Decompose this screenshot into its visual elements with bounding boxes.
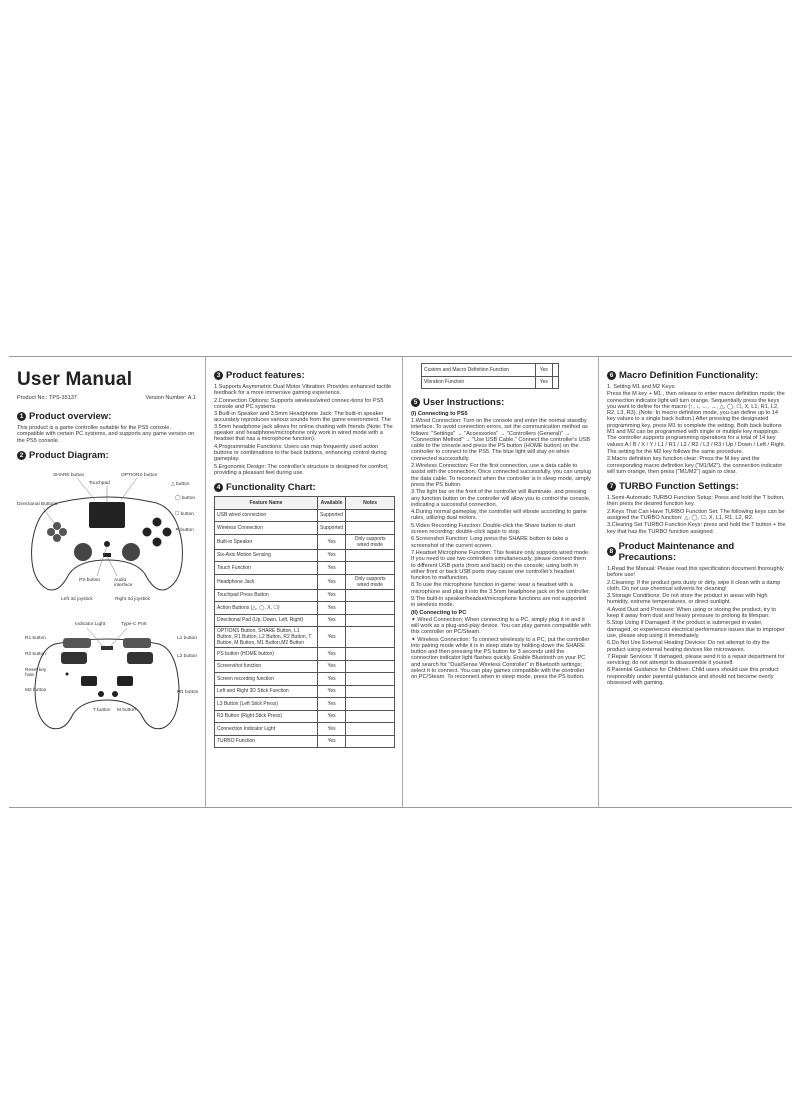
feature-name-cell: TURBO Function bbox=[215, 735, 318, 748]
label-r2: R2 button bbox=[25, 651, 46, 657]
product-number: Product No.: TPS-35137 bbox=[17, 395, 77, 401]
table-row bbox=[215, 522, 395, 535]
label-triangle: △ button bbox=[171, 481, 190, 487]
table-row bbox=[215, 698, 395, 711]
table-row bbox=[215, 710, 395, 723]
label-left-stick: Left 3d joystick bbox=[61, 596, 93, 602]
feature-name-cell: Directional Pad (Up, Down, Left, Right) bbox=[215, 614, 318, 627]
instruction-item: 9.The built-in speaker/headset/microphone functions are not supported in wireless mode. bbox=[411, 596, 587, 609]
available-cell: Supported bbox=[318, 522, 346, 535]
notes-cell: Only supports wired mode bbox=[346, 534, 395, 549]
feature-name-cell: Six-Axis Motion Sensing bbox=[215, 549, 318, 562]
available-cell: Yes bbox=[318, 698, 346, 711]
macro-item: 2.Macro definition key function clear: Press the M key and the corresponding macro definition key ("M1/M2"), the connection indicator will turn orange, then press ("M1/M2") again to clear. bbox=[607, 456, 783, 475]
label-m: M button bbox=[117, 707, 136, 713]
notes-cell bbox=[552, 376, 558, 389]
available-cell: Yes bbox=[318, 673, 346, 686]
available-cell: Supported bbox=[318, 509, 346, 522]
instruction-item: 5.Video Recording Function: Double-click the Share button to start screen recording; double-click again to stop. bbox=[411, 522, 576, 536]
notes-cell bbox=[346, 522, 395, 535]
notes-cell: Only supports wired mode bbox=[346, 574, 395, 589]
label-directional: Directional Buttons bbox=[17, 501, 58, 507]
column-overview bbox=[9, 357, 204, 807]
column-header: Notes bbox=[346, 497, 395, 510]
macro-item: Press the M key + M1 , then release to enter macro definition mode; the connection indicator light will turn orange. Sequentially press the keys you want to define for the macro (↑, ↓, ←, →, △, ◯, ☐, X, L1, R1, L2, R2, L3, R3). (Note: In macro definition mode, you can define up to 14 key values to a single back button.) After pressing the designated programming key, press M1 to complete the setting. Both back buttons M1 and M2 can be programmed with single or multiple key mappings. The controller supports programming operations for a total of 14 key values:A / B / X / Y / L1 / R1 / L2 / R2 / L3 / R3 / Up / Down / Left / Right. bbox=[607, 391, 786, 448]
available-cell: Yes bbox=[318, 589, 346, 602]
maintenance-item: 1.Read the Manual: Please read this specification document thoroughly before use! bbox=[607, 565, 784, 579]
instruction-item: 1.Wired Connection: Turn on the console and enter the normal standby interface. To avoid connection errors, set the communication method as follows: "Settings" → "Accessories" → "Controllers (General)" → "Connection Method" → "Use USB Cable." Connect the controller's USB cable to the console and press the PS button (HOME button) on the controller to connect to the PS5. The blue light will stay on when connected successfully. bbox=[411, 418, 591, 462]
section-number: 5 bbox=[411, 398, 420, 407]
features-heading bbox=[214, 370, 395, 381]
feature-name-cell: OPTIONS Button, SHARE Button, L1 Button, R1 Button, L2 Button, R2 Button, T Button, M Button, M1 Button,M2 Button bbox=[215, 627, 318, 648]
maintenance-item: 5.Stop Using if Damaged: If the product is submerged in water, damaged, or experiences electrical performance issues due to improper use, please stop using it immediately. bbox=[607, 620, 785, 639]
table-row bbox=[215, 602, 395, 615]
table-row bbox=[215, 562, 395, 575]
diagram-heading bbox=[17, 450, 196, 461]
macro-list bbox=[607, 384, 786, 475]
label-circle: ◯ button bbox=[175, 495, 196, 501]
controller-front-drawing bbox=[17, 464, 197, 614]
ps5-subheading: (I) Connecting to PS5 bbox=[411, 411, 468, 417]
section-number: 3 bbox=[214, 371, 223, 380]
label-l2: L2 button bbox=[177, 653, 198, 659]
features-heading-text: Product features: bbox=[226, 370, 305, 381]
feature-name-cell: PS button (HOME button) bbox=[215, 648, 318, 661]
available-cell: Yes bbox=[318, 614, 346, 627]
label-m1: M1 button bbox=[177, 689, 199, 695]
feature-name-cell: Built-in Speaker bbox=[215, 534, 318, 549]
notes-cell bbox=[346, 602, 395, 615]
available-cell: Yes bbox=[318, 549, 346, 562]
manual-title: User Manual bbox=[17, 369, 133, 390]
maintenance-heading-text: Product Maintenance and Precautions: bbox=[618, 540, 735, 563]
label-touchpad: Touchpad bbox=[89, 480, 110, 486]
column-features bbox=[205, 357, 401, 807]
maintenance-item: 6.Do Not Use External Heating Devices: Do not attempt to dry the product using external heating devices like microwaves. bbox=[607, 640, 770, 653]
notes-cell bbox=[346, 562, 395, 575]
feature-item: 1.Supports Asymmetric Dual Motor Vibration: Provides enhanced tactile feedback for a more immersive gaming experience. bbox=[214, 384, 392, 397]
table-row bbox=[422, 376, 559, 389]
overview-text: This product is a game controller suitable for the PS5 console, compatible with certain PC systems, and supports any game version on the PS5 console. bbox=[17, 425, 195, 444]
turbo-item: 2.Keys That Can Have TURBO Function Set: The following keys can be assigned the TURBO function: △, ◯, ☐, X, L1, R1, L2, R2. bbox=[607, 508, 785, 522]
available-cell: Yes bbox=[318, 574, 346, 589]
notes-cell bbox=[346, 723, 395, 736]
table-row bbox=[215, 549, 395, 562]
label-reset: Reset key hole bbox=[25, 667, 47, 678]
feature-name-cell: USB wired connection bbox=[215, 509, 318, 522]
available-cell: Yes bbox=[535, 376, 552, 389]
label-share: SHARE button bbox=[53, 472, 85, 478]
notes-cell bbox=[346, 685, 395, 698]
available-cell: Yes bbox=[318, 627, 346, 648]
section-number: 6 bbox=[607, 371, 616, 380]
available-cell: Yes bbox=[318, 685, 346, 698]
available-cell: Yes bbox=[318, 602, 346, 615]
notes-cell bbox=[346, 673, 395, 686]
column-macro-turbo-maintenance bbox=[598, 357, 792, 807]
available-cell: Yes bbox=[318, 735, 346, 748]
label-circle-text: button bbox=[181, 495, 196, 501]
instruction-item: 2.Wireless Connection: For the first connection, use a data cable to assist with the connection. Once connected successfully, you can unplug the data cable. To reconnect when the controller is in sleep mode, simply press the PS button. bbox=[411, 463, 591, 488]
manual-sheet bbox=[9, 356, 792, 808]
available-cell: Yes bbox=[318, 534, 346, 549]
maintenance-item: 8.Parental Guidance for Children: Child users should use this product responsibly under parental guidance and should not become overly obsessed with gaming. bbox=[607, 667, 779, 686]
label-l1: L1 button bbox=[177, 635, 198, 641]
pc-instructions bbox=[411, 617, 591, 681]
available-cell: Yes bbox=[318, 723, 346, 736]
table-header-row bbox=[215, 497, 395, 510]
feature-name-cell: Action Buttons (△, ◯, X, ☐) bbox=[215, 602, 318, 615]
feature-name-cell: Touch Function bbox=[215, 562, 318, 575]
functionality-table-continued bbox=[421, 363, 559, 389]
macro-heading-text: Macro Definition Functionality: bbox=[619, 370, 759, 381]
manual-meta bbox=[17, 395, 196, 401]
instruction-item: 7.Headset Microphone Function: This feature only supports wired mode. If you need to use two controllers simultaneously, please connect them to different USB ports (front and back) on the console; using both in either front or back USB ports may cause one controller's headset function to malfunction. bbox=[411, 549, 590, 582]
macro-item: The setting for the M2 key follows the same procedure. bbox=[607, 448, 744, 455]
label-t: T button bbox=[93, 707, 111, 713]
turbo-item: 3.Clearing Set TURBO Function Keys: press and hold the T button + the key that has the TURBO function assigned. bbox=[607, 522, 786, 535]
notes-cell bbox=[346, 627, 395, 648]
feature-name-cell: Wireless Connection bbox=[215, 522, 318, 535]
features-list bbox=[214, 384, 395, 476]
label-audio: Audio interface bbox=[114, 577, 133, 588]
ps5-instructions bbox=[411, 418, 591, 609]
macro-heading bbox=[607, 370, 786, 381]
functionality-table bbox=[214, 496, 395, 748]
label-m2: M2 button bbox=[25, 687, 47, 693]
overview-heading-text: Product overview: bbox=[29, 411, 112, 422]
instructions-heading bbox=[411, 397, 591, 408]
notes-cell bbox=[346, 549, 395, 562]
touchpad-shape bbox=[89, 502, 125, 528]
column-instructions bbox=[402, 357, 597, 807]
label-ps: PS button bbox=[79, 577, 101, 583]
maintenance-heading bbox=[607, 541, 786, 563]
section-number: 7 bbox=[607, 482, 616, 491]
instruction-item: 4.During normal gameplay, the controller will vibrate according to game rules, utilizing dual motors. bbox=[411, 509, 587, 522]
turbo-list bbox=[607, 495, 786, 535]
section-number: 8 bbox=[607, 547, 616, 556]
available-cell: Yes bbox=[318, 660, 346, 673]
available-cell: Yes bbox=[318, 648, 346, 661]
feature-item: 2.Connection Options: Supports wireless/wired connec-tions for PS5 console and PC systems bbox=[214, 397, 384, 410]
notes-cell bbox=[552, 364, 558, 377]
feature-item: 5.Ergonomic Design: The controller's structure is designed for comfort, providing a pleasant feel during use. bbox=[214, 463, 389, 476]
maintenance-item: 2.Cleaning: If the product gets dusty or dirty, wipe it clean with a damp cloth. Do not use chemical solvents for cleaning! bbox=[607, 579, 781, 592]
notes-cell bbox=[346, 735, 395, 748]
feature-name-cell: Custom and Macro Definition Function bbox=[422, 364, 536, 377]
instructions-heading-text: User Instructions: bbox=[423, 397, 505, 408]
notes-cell bbox=[346, 698, 395, 711]
table-row bbox=[215, 589, 395, 602]
controller-front-diagram bbox=[17, 464, 197, 614]
instruction-item: 8.To use the microphone function in-game: wear a headset with a microphone and plug it into the 3.5mm headphone jack on the controller. bbox=[411, 582, 591, 595]
section-number: 4 bbox=[214, 483, 223, 492]
turbo-heading-text: TURBO Function Settings: bbox=[619, 481, 739, 493]
functionality-table-continued-body bbox=[422, 364, 559, 389]
table-row bbox=[215, 614, 395, 627]
column-header: Feature Name bbox=[215, 497, 318, 510]
column-header: Available bbox=[318, 497, 346, 510]
maintenance-item: 3.Storage Conditions: Do not store the product in areas with high humidity, extreme temperatures, or direct sunlight. bbox=[607, 593, 768, 606]
feature-item: 3.Built-in Speaker and 3.5mm Headphone Jack: The built-in speaker accurately reproduces various sounds from the game environment. The 3.5mm headphone jack allows for online chatting with friends (Note: The speaker and headphone/microphone only work in wired mode with a headset that has a microphone function). bbox=[214, 411, 393, 443]
label-cross: ✕ button bbox=[175, 527, 194, 533]
maintenance-list bbox=[607, 566, 786, 686]
notes-cell bbox=[346, 660, 395, 673]
maintenance-item: 4.Avoid Dust and Pressure: When using or storing the product, try to keep it away from dust and heavy pressure to prolong its lifespan. bbox=[607, 606, 777, 620]
notes-cell bbox=[346, 509, 395, 522]
available-cell: Yes bbox=[318, 710, 346, 723]
label-right-stick: Right 3d joystick bbox=[115, 596, 150, 602]
instruction-item: 6.Screenshot Function: Long press the SHARE button to take a screenshot of the current screen. bbox=[411, 536, 569, 549]
macro-item: 1. Setting M1 and M2 Keys: bbox=[607, 384, 676, 390]
section-number: 1 bbox=[17, 412, 26, 421]
feature-name-cell: Vibration Function bbox=[422, 376, 536, 389]
label-cross-text: button bbox=[180, 527, 194, 533]
functionality-table-body bbox=[215, 509, 395, 748]
available-cell: Yes bbox=[318, 562, 346, 575]
table-row bbox=[215, 673, 395, 686]
notes-cell bbox=[346, 589, 395, 602]
table-row bbox=[215, 509, 395, 522]
notes-cell bbox=[346, 614, 395, 627]
turbo-item: 1.Semi-Automatic TURBO Function Setup: Press and hold the T button, then press the desired function key. bbox=[607, 495, 785, 508]
feature-name-cell: Connection Indicator Light bbox=[215, 723, 318, 736]
table-row bbox=[215, 660, 395, 673]
table-row bbox=[215, 534, 395, 549]
section-number: 2 bbox=[17, 451, 26, 460]
instruction-item: 3.The light bar on the front of the controller will illuminate, and pressing any function button on the controller will allow you to control the console, indicating a successful connection. bbox=[411, 489, 591, 508]
feature-name-cell: L3 Button (Left Stick Press) bbox=[215, 698, 318, 711]
feature-name-cell: Headphone Jack bbox=[215, 574, 318, 589]
label-indicator: Indicator Light bbox=[75, 621, 106, 627]
feature-name-cell: Screen recording function bbox=[215, 673, 318, 686]
label-square-text: button bbox=[180, 511, 194, 517]
available-cell: Yes bbox=[535, 364, 552, 377]
instruction-item: ✦ Wired Connection: When connecting to a PC, simply plug it in and it will work as a plug-and-play device. You can play games compatible with this controller on PC/Steam. bbox=[411, 616, 591, 636]
maintenance-item: 7.Repair Services: If damaged, please send it to a repair department for servicing; do not attempt to disassemble it yourself. bbox=[607, 653, 785, 667]
turbo-heading bbox=[607, 481, 786, 492]
label-triangle-text: button bbox=[176, 481, 190, 487]
table-row bbox=[215, 685, 395, 698]
table-row bbox=[215, 723, 395, 736]
diagram-heading-text: Product Diagram: bbox=[29, 449, 109, 461]
label-r1: R1 button bbox=[25, 635, 46, 641]
pc-subheading: (II) Connecting to PC bbox=[411, 609, 467, 616]
table-row bbox=[215, 574, 395, 589]
feature-name-cell: Touchpad Press Button bbox=[215, 589, 318, 602]
overview-heading bbox=[17, 411, 196, 422]
notes-cell bbox=[346, 648, 395, 661]
functionality-heading-text: Functionality Chart: bbox=[226, 482, 316, 494]
label-options: OPTIONS button bbox=[121, 472, 158, 478]
feature-name-cell: R3 Button (Right Stick Press) bbox=[215, 710, 318, 723]
notes-cell bbox=[346, 710, 395, 723]
instruction-item: ✦ Wireless Connection: To connect wirelessly to a PC, put the controller into pairing mode while it is in sleep state by holding down the SHARE button and then pressing the PS button for 3 seconds until the connection indicator light flashes quickly. Enable Bluetooth on your PC and search for "DualSense Wireless Controller" in Bluetooth settings; select it to connect. You can play games compatible with the controller on PC/Steam. To reconnect when in sleep mode, press the PS button. bbox=[411, 636, 590, 681]
label-typec: Type-C Port bbox=[121, 621, 147, 627]
table-row bbox=[422, 364, 559, 377]
feature-name-cell: Screenshot function bbox=[215, 660, 318, 673]
table-row bbox=[215, 648, 395, 661]
functionality-heading bbox=[214, 482, 395, 493]
feature-name-cell: Left and Right 3D Stick Function bbox=[215, 685, 318, 698]
controller-back-diagram bbox=[17, 616, 197, 736]
version-number: Version Number: A.1 bbox=[145, 395, 196, 401]
table-row bbox=[215, 627, 395, 648]
table-row bbox=[215, 735, 395, 748]
feature-item: 4.Programmable Functions: Users can map frequently used action buttons or combinations to the back buttons, enhancing control during gameplay. bbox=[214, 443, 387, 463]
label-square: ☐ button bbox=[175, 511, 194, 517]
